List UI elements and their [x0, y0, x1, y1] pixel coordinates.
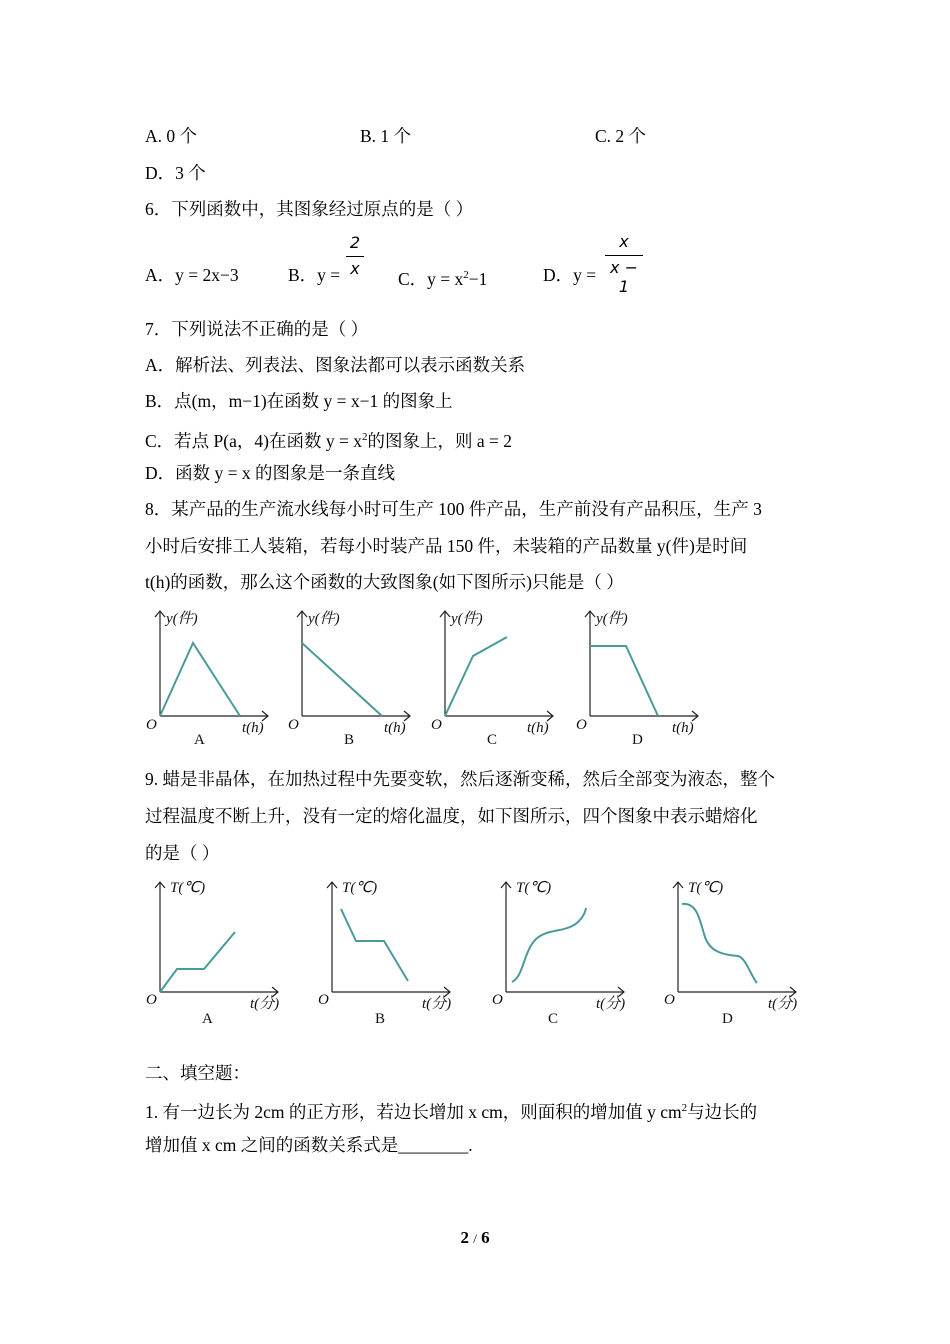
q6-option-d-fraction-bar [605, 255, 643, 256]
graph-label: A [194, 732, 205, 748]
x-axis-label: t(h) [242, 720, 264, 736]
q6-option-b-prefix: B．y = [288, 265, 341, 285]
origin-label: O [576, 717, 587, 733]
q6-option-d-prefix: D．y = [543, 265, 597, 285]
graph-curve [302, 643, 382, 716]
x-axis-label: t(h) [527, 720, 549, 736]
page-number [0, 1228, 950, 1248]
y-axis-label: T(℃) [342, 880, 378, 896]
graph-label: D [722, 1011, 733, 1027]
y-axis-label: y(件) [596, 611, 628, 627]
q9-graph-a [140, 872, 290, 1032]
q7-option-c [145, 425, 512, 453]
graph-curve [160, 932, 235, 992]
q9-stem-line1: 9. 蜡是非晶体，在加热过程中先要变软，然后逐渐变稀，然后全部变为液态，整个 [145, 769, 775, 789]
y-axis-label: y(件) [166, 611, 198, 627]
origin-label: O [492, 992, 503, 1008]
fill1-exponent: 2 [681, 1102, 688, 1114]
y-axis-label: T(℃) [688, 880, 724, 896]
graph-curve [512, 908, 586, 982]
fill1-line2: 增加值 x cm 之间的函数关系式是________. [145, 1135, 473, 1155]
q6-option-b-denominator: x [350, 259, 360, 278]
q6-option-d-denominator: x − 1 [610, 258, 638, 296]
q9-graph-d [658, 872, 808, 1032]
q6-option-d-numerator: x [619, 232, 629, 251]
q5-option-c: C. 2 个 [595, 126, 647, 146]
q7-option-c-suffix: 的图象上，则 a = 2 [367, 430, 512, 451]
graph-label: B [344, 732, 355, 748]
x-axis-label: t(分) [596, 996, 626, 1012]
q7-option-c-prefix: C．若点 P(a，4)在函数 y = x [145, 430, 362, 451]
q7-option-a: A．解析法、列表法、图象法都可以表示函数关系 [145, 355, 526, 375]
graph-curve [160, 643, 240, 716]
graph-curve [590, 646, 658, 716]
y-axis-label: y(件) [308, 611, 340, 627]
fill1-line1 [145, 1096, 757, 1124]
x-axis-label: t(分) [422, 996, 452, 1012]
fill1-line1-prefix: 1. 有一边长为 2cm 的正方形，若边长增加 x cm，则面积的增加值 y cm [145, 1101, 682, 1122]
fill1-line1-suffix: 与边长的 [687, 1101, 758, 1122]
origin-label: O [146, 992, 157, 1008]
current-page: 2 [460, 1228, 469, 1247]
graph-curve [682, 904, 757, 983]
graph-curve [445, 637, 507, 716]
origin-label: O [318, 992, 329, 1008]
origin-label: O [288, 717, 299, 733]
q9-stem-line2: 过程温度不断上升，没有一定的熔化温度，如下图所示，四个图象中表示蜡熔化 [145, 806, 758, 826]
q8-stem-line3: t(h)的函数，那么这个函数的大致图象(如下图所示)只能是（ ） [145, 572, 624, 592]
q6-option-c-exponent: 2 [463, 269, 469, 281]
q5-option-b: B. 1 个 [360, 126, 412, 146]
x-axis-label: t(h) [384, 720, 406, 736]
total-pages: 6 [481, 1228, 490, 1247]
origin-label: O [146, 717, 157, 733]
q8-stem-line1: 8．某产品的生产流水线每小时可生产 100 件产品，生产前没有产品积压，生产 3 [145, 499, 762, 519]
graph-label: C [487, 732, 498, 748]
section-title: 二、填空题： [145, 1063, 250, 1083]
q6-option-d [543, 263, 596, 287]
q7-option-b: B．点(m，m−1)在函数 y = x−1 的图象上 [145, 391, 453, 411]
x-axis-label: t(分) [250, 996, 280, 1012]
q7-stem: 7．下列说法不正确的是（ ） [145, 319, 369, 339]
q6-option-a: A．y = 2x−3 [145, 265, 239, 285]
x-axis-label: t(分) [768, 996, 798, 1012]
y-axis-label: T(℃) [516, 880, 552, 896]
y-axis-label: y(件) [451, 611, 483, 627]
q6-option-c-suffix: −1 [468, 268, 488, 289]
q6-option-c-prefix: C．y = x [398, 268, 464, 289]
y-axis-label: T(℃) [170, 880, 206, 896]
q5-option-d: D．3 个 [145, 163, 206, 183]
graph-curve [341, 909, 408, 981]
page-separator: / [473, 1231, 477, 1246]
x-axis-label: t(h) [672, 720, 694, 736]
q7-option-c-exponent: 2 [361, 431, 368, 443]
q8-graph-d [570, 603, 710, 748]
q5-option-a: A. 0 个 [145, 126, 198, 146]
q8-graph-a [140, 603, 280, 748]
graph-label: A [202, 1011, 213, 1027]
q6-option-b [288, 263, 340, 287]
q8-graph-b [282, 603, 422, 748]
q9-graph-c [486, 872, 636, 1032]
graph-label: D [632, 732, 643, 748]
graph-label: B [375, 1011, 386, 1027]
q6-option-b-fraction-bar [346, 256, 364, 257]
origin-label: O [431, 717, 442, 733]
q9-stem-line3: 的是（ ） [145, 843, 220, 863]
graph-label: C [548, 1011, 559, 1027]
q9-graph-b [312, 872, 462, 1032]
origin-label: O [664, 992, 675, 1008]
q8-stem-line2: 小时后安排工人装箱，若每小时装产品 150 件，未装箱的产品数量 y(件)是时间 [145, 536, 748, 556]
q8-graph-c [425, 603, 565, 748]
q7-option-d: D．函数 y = x 的图象是一条直线 [145, 463, 396, 483]
q6-option-b-numerator: 2 [349, 233, 361, 252]
q6-stem: 6．下列函数中，其图象经过原点的是（ ） [145, 199, 474, 219]
q6-option-c [398, 263, 487, 291]
